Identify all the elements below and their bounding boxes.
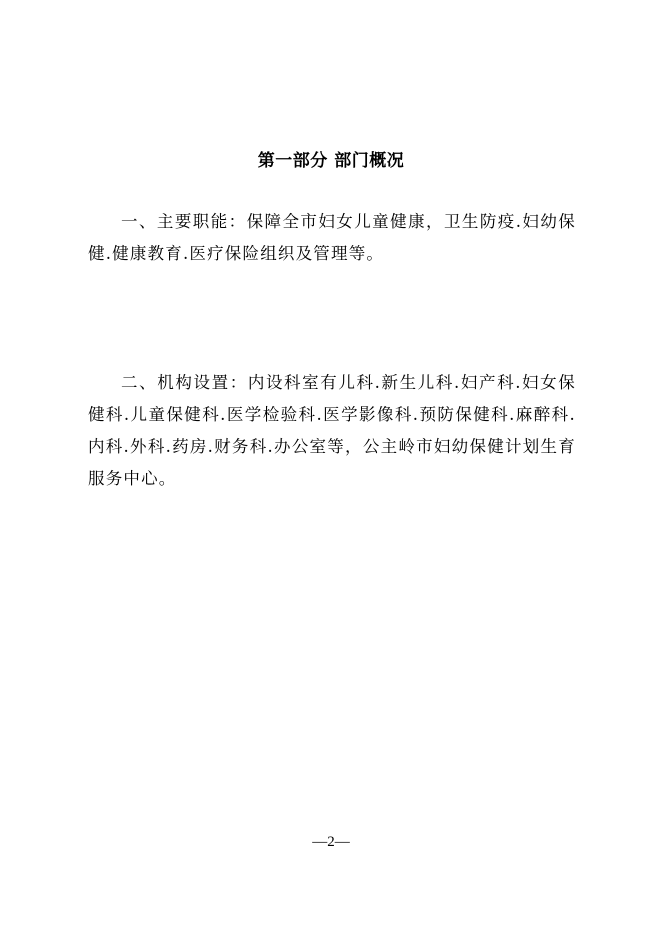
page-number: —2— <box>312 834 350 850</box>
section-title: 第一部分 部门概况 <box>257 151 405 171</box>
paragraph-main-functions: 一、主要职能：保障全市妇女儿童健康，卫生防疫.妇幼保健.健康教育.医疗保险组织及管理等。 <box>88 212 576 263</box>
paragraph-organization-setup: 二、机构设置：内设科室有儿科.新生儿科.妇产科.妇女保健科.儿童保健科.医学检验科.医学影像科.预防保健科.麻醉科.内科.外科.药房.财务科.办公室等，公主岭市妇幼保健计划生育服务中心。 <box>88 373 576 488</box>
